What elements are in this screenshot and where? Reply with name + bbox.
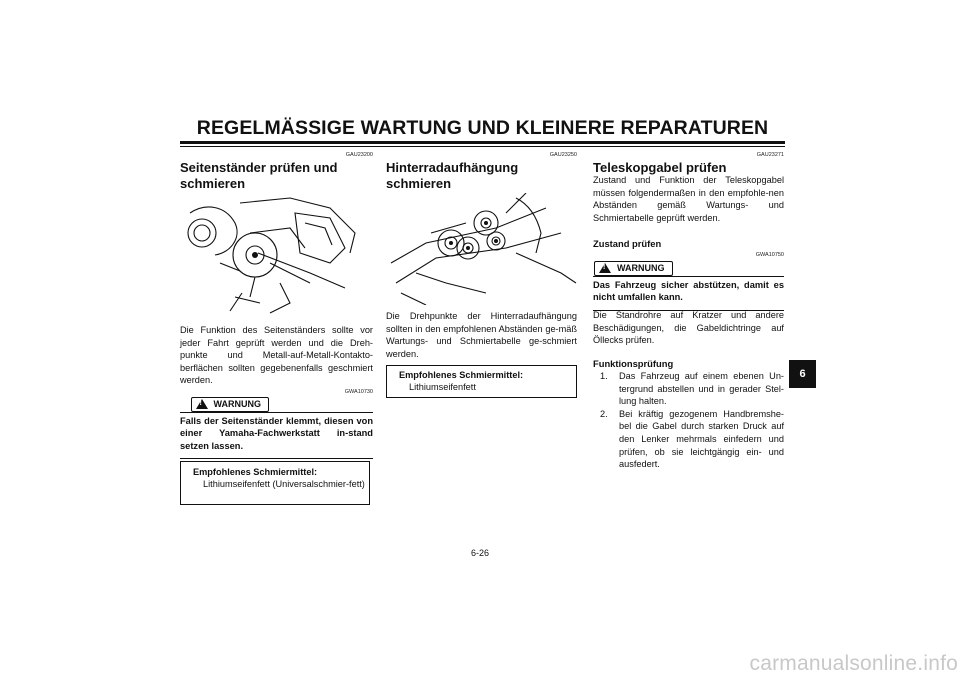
section-code: GAU23200 <box>345 152 373 158</box>
warning-box <box>180 396 373 459</box>
warning-label: WARNUNG <box>617 263 665 273</box>
warning-label: WARNUNG <box>213 399 261 409</box>
warning-top-rule <box>180 412 373 413</box>
sidestand-illustration <box>180 193 373 317</box>
warning-code: GWA10750 <box>755 252 784 258</box>
rear-suspension-illustration <box>386 193 577 305</box>
fork-check-paragraph: Die Standrohre auf Kratzer und andere Beschädigungen, die Gabeldichtringe auf Öllecks prüfen. <box>593 310 784 346</box>
list-item: 2. Bei kräftig gezogenem Handbremshe-bel die Gabel durch starken Druck auf den Lenker mehrmals einfedern und prüfen, ob sie leichtgängig ein- und ausfedert. <box>600 408 784 470</box>
fork-intro-paragraph: Zustand und Funktion der Teleskopgabel müssen folgendermaßen in den empfohle-nen Abständen gemäß Wartungs- und Schmiertabelle geprüft werden. <box>593 175 784 223</box>
warning-text: Falls der Seitenständer klemmt, diesen von einer Yamaha-Fachwerkstatt in-stand setzen lassen. <box>180 416 373 451</box>
page-number: 6-26 <box>470 548 489 558</box>
warning-triangle-icon: ! <box>599 263 611 273</box>
subheading-function: Funktionsprüfung <box>593 358 674 369</box>
section-heading-line-1: Seitenständer prüfen und <box>180 160 338 175</box>
warning-box <box>593 260 784 311</box>
warning-triangle-icon: ! <box>196 399 208 409</box>
warning-badge <box>191 397 270 412</box>
function-steps-list <box>593 370 784 471</box>
warning-text: Das Fahrzeug sicher abstützen, damit es nicht umfallen kann. <box>593 280 784 303</box>
section-code: GAU23250 <box>549 152 577 158</box>
lubricant-value: Lithiumseifenfett (Universalschmier-fett) <box>203 479 365 489</box>
subheading-condition: Zustand prüfen <box>593 238 662 249</box>
section-heading: Hinterradaufhängung schmieren <box>386 160 519 191</box>
page-header-title: REGELMÄSSIGE WARTUNG UND KLEINERE REPARATUREN <box>196 117 769 139</box>
list-item: 1. Das Fahrzeug auf einem ebenen Un-tergrund abstellen und in gerader Stel-lung halten. <box>600 371 784 407</box>
section-heading: Teleskopgabel prüfen <box>593 160 727 175</box>
lubricant-value: Lithiumseifenfett <box>409 382 476 392</box>
warning-bottom-rule <box>180 458 373 459</box>
lubricant-title: Empfohlenes Schmiermittel: <box>193 467 318 477</box>
chapter-tab[interactable]: 6 <box>789 360 816 388</box>
warning-badge <box>594 261 673 276</box>
warning-code: GWA10730 <box>344 389 373 395</box>
lubricant-title: Empfohlenes Schmiermittel: <box>399 370 524 380</box>
warning-top-rule <box>593 276 784 277</box>
section-heading-line-2: schmieren <box>180 176 246 191</box>
header-rule-thin <box>180 146 785 147</box>
watermark: carmanualsonline.info <box>749 652 958 675</box>
section-code: GAU23271 <box>756 152 784 158</box>
sidestand-paragraph: Die Funktion des Seitenständers sollte vor jeder Fahrt geprüft werden und die Dreh-punkte und Metall-auf-Metall-Kontakto-berflächen sollten gegebenenfalls geschmiert werden. <box>180 325 373 386</box>
lubricant-box <box>386 365 577 398</box>
rear-suspension-paragraph: Die Drehpunkte der Hinterradaufhängung sollten in den empfohlenen Abständen ge-mäß Wartungs- und Schmiertabelle ge-schmiert werden. <box>386 311 577 359</box>
header-rule <box>180 141 785 144</box>
section-heading <box>180 160 380 192</box>
lubricant-box <box>180 461 370 505</box>
